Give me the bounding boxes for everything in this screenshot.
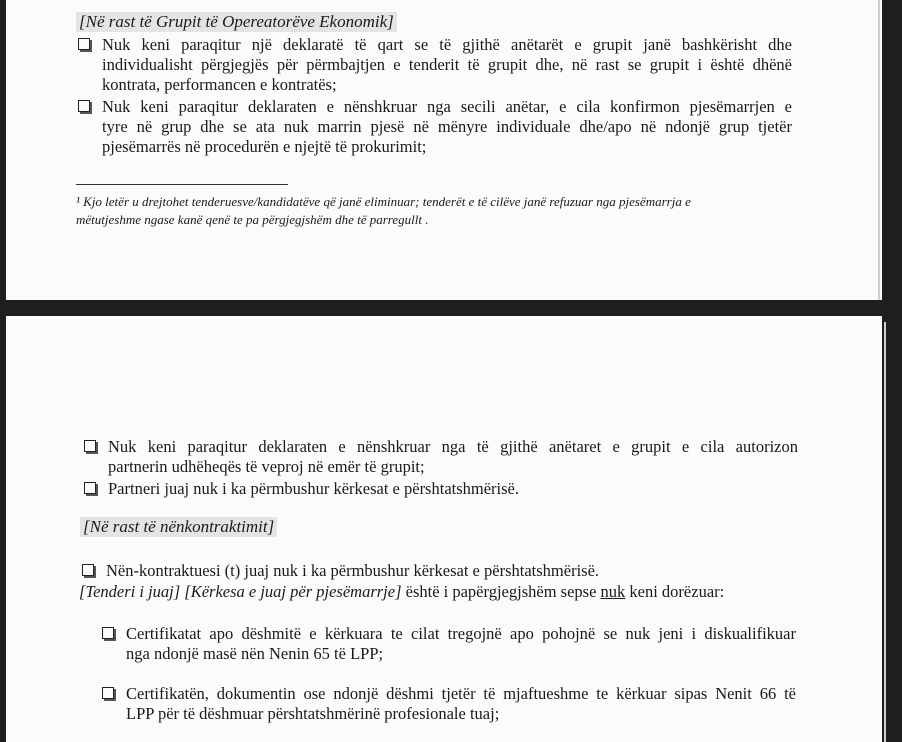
checkbox-icon	[78, 100, 90, 112]
footnote	[76, 193, 691, 229]
checkbox-icon	[78, 38, 90, 50]
checkbox-item-joint-declaration	[102, 35, 792, 95]
text-line: kontrata, performancen e kontratës;	[102, 75, 337, 94]
sentence-underlined-word: nuk	[600, 582, 626, 601]
text-line: individualisht përgjegjës për përmbajtjen e tenderit të grupit dhe, në rast se grupit i është dhënë	[102, 55, 792, 74]
checkbox-item-partner-requirements	[108, 479, 798, 499]
text-line: tyre në grup dhe se ata nuk marrin pjesë në mënyre individuale dhe/apo në ndonjë grup tjetër	[102, 117, 792, 136]
checkbox-icon	[82, 564, 94, 576]
sentence-part: është i papërgjegjshëm sepse	[401, 582, 601, 601]
checkbox-icon	[84, 440, 96, 452]
text-line: nga ndonjë masë nën Nenin 65 të LPP;	[126, 644, 384, 663]
document-page-bottom	[6, 316, 882, 742]
footnote-divider	[76, 184, 288, 185]
sentence-part: keni dorëzuar:	[625, 582, 725, 601]
text-line: Nuk keni paraqitur një deklaratë të qart se të gjithë anëtarët e grupit janë bashkërisht dhe	[102, 35, 792, 54]
text-line: Nuk keni paraqitur deklaraten e nënshkruar nga secili anëtar, e cila konfirmon pjesëmarrjen e	[102, 97, 792, 116]
page-edge	[878, 0, 880, 300]
nonresponsive-sentence	[79, 582, 724, 602]
text-line: Certifikatën, dokumentin ose ndonjë dëshmi tjetër të mjaftueshme te kërkuar sipas Nenit 66 të	[126, 684, 796, 703]
text-line: Certifikatat apo dëshmitë e kërkuara te cilat tregojnë apo pohojnë se nuk jeni i diskualifikuar	[126, 624, 796, 643]
checkbox-item-certificates-disqualification	[126, 624, 796, 664]
footnote-line: mëtutjeshme ngase kanë qenë te pa përgjegjshëm dhe të parregullt .	[76, 212, 429, 227]
text-line: LPP për të dëshmuar përshtatshmërinë profesionale tuaj;	[126, 704, 500, 723]
text-line: Nën-kontraktuesi (t) juaj nuk i ka përmbushur kërkesat e përshtatshmërisë.	[106, 561, 600, 580]
heading-subcontracting: [Në rast të nënkontraktimit]	[80, 517, 277, 537]
page-edge	[884, 322, 886, 742]
heading-group-operators: [Në rast të Grupit të Opereatorëve Ekonomik]	[76, 12, 397, 32]
text-line: Partneri juaj nuk i ka përmbushur kërkesat e përshtatshmërisë.	[108, 479, 520, 498]
checkbox-item-professional-suitability	[126, 684, 796, 724]
document-page-top	[6, 0, 882, 300]
checkbox-item-member-declaration	[102, 97, 792, 157]
checkbox-icon	[102, 687, 114, 699]
checkbox-icon	[102, 627, 114, 639]
text-line: pjesëmarrës në procedurën e njejtë të prokurimit;	[102, 137, 427, 156]
text-line: Nuk keni paraqitur deklaraten e nënshkruar nga të gjithë anëtaret e grupit e cila autorizon	[108, 437, 798, 456]
footnote-line: ¹ Kjo letër u drejtohet tenderuesve/kandidatëve që janë eliminuar; tenderët e të cilëve janë refuzuar nga pjesëmarrja e	[76, 194, 691, 209]
text-line: partnerin udhëheqës të veproj në emër të grupit;	[108, 457, 425, 476]
checkbox-item-leader-authorization	[108, 437, 798, 477]
sentence-italic-part: [Tenderi i juaj] [Kërkesa e juaj për pjesëmarrje]	[79, 582, 402, 601]
checkbox-icon	[84, 482, 96, 494]
checkbox-item-subcontractor	[106, 561, 796, 581]
